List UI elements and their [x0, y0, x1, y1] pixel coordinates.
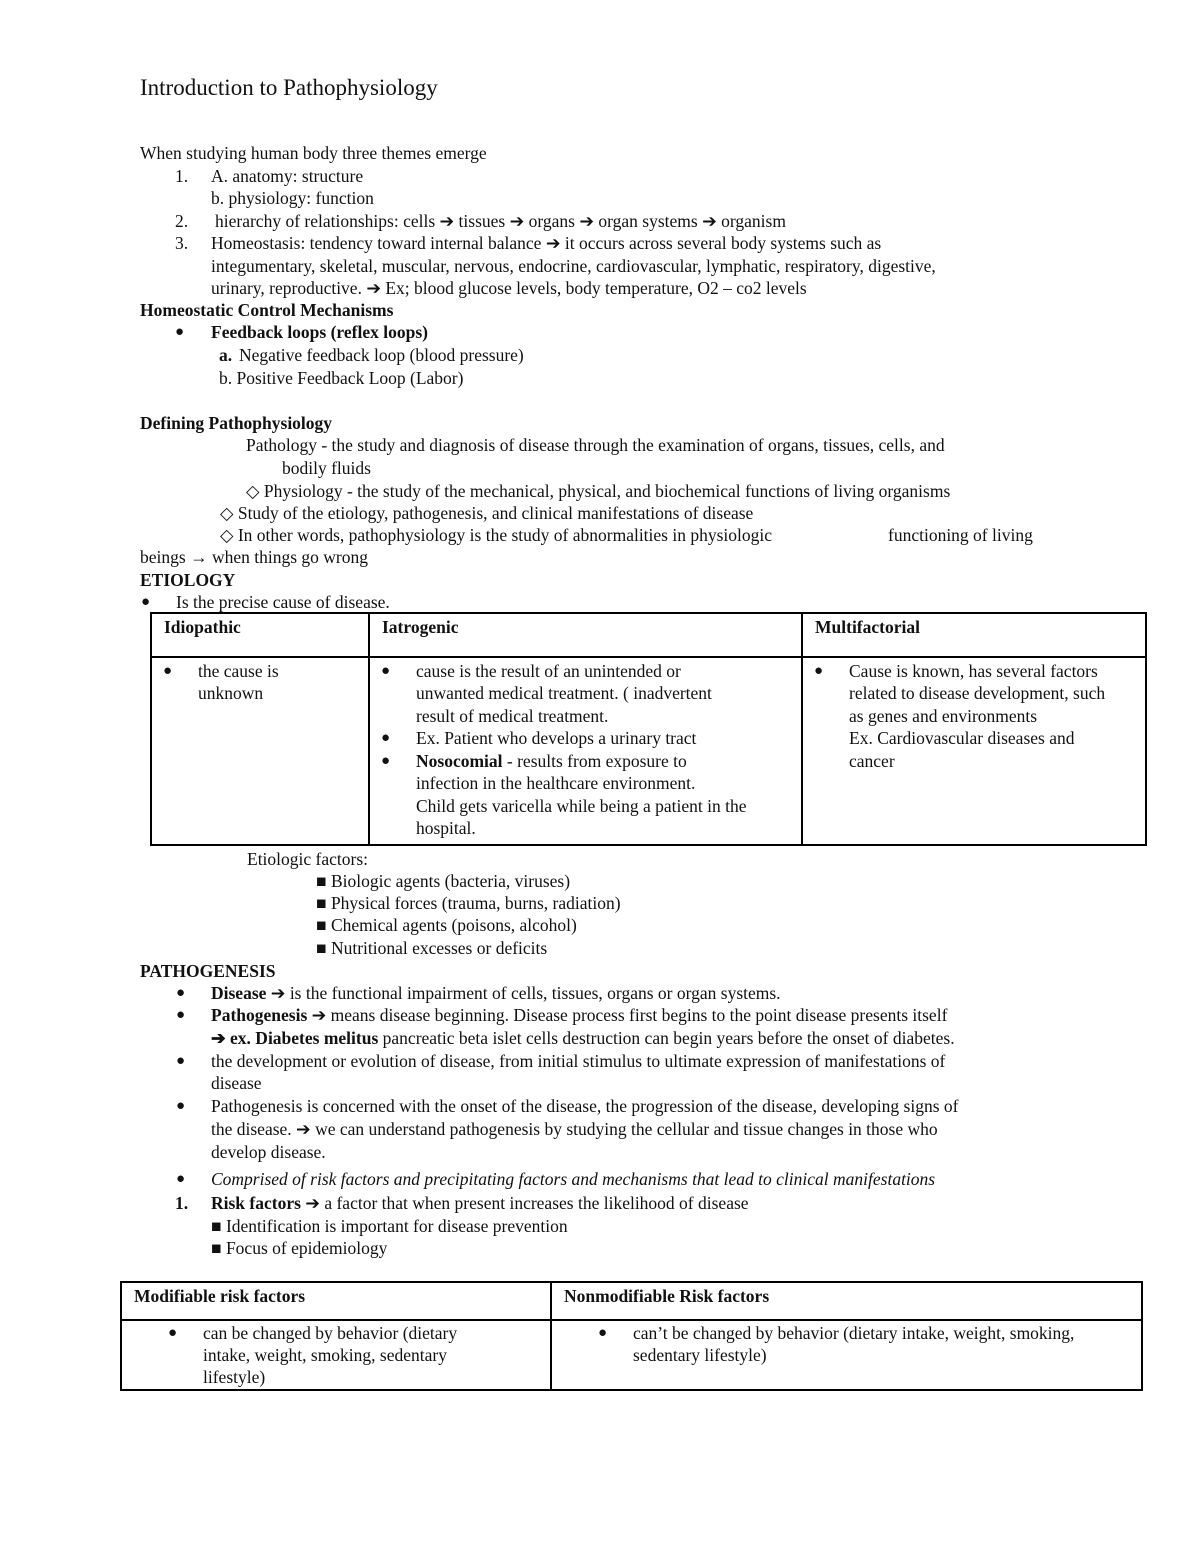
- page-title: Introduction to Pathophysiology: [140, 75, 438, 100]
- sub-item: b. Positive Feedback Loop (Labor): [219, 368, 464, 388]
- sub-letter: a.: [219, 345, 233, 365]
- bullet-icon: ●: [814, 663, 824, 679]
- bullet-text: disease: [211, 1073, 262, 1093]
- list-number: 1.: [175, 1193, 189, 1213]
- bullet-icon: ●: [175, 324, 185, 340]
- bullet-icon: ●: [381, 730, 391, 746]
- bullet-icon: ●: [176, 985, 186, 1001]
- definition-line: beings → when things go wrong: [140, 547, 368, 567]
- risk-sub-item: ■ Focus of epidemiology: [211, 1238, 388, 1258]
- cell-line: unknown: [198, 683, 264, 703]
- table-header-row: [121, 1282, 1142, 1320]
- definition-line: ◇ In other words, pathophysiology is the study of abnormalities in physiologic: [220, 525, 773, 545]
- factor-item: ■ Chemical agents (poisons, alcohol): [316, 915, 577, 935]
- bold-term: Disease: [211, 983, 267, 1003]
- table-cell: [552, 1321, 1141, 1389]
- section-heading: Defining Pathophysiology: [140, 413, 333, 433]
- bullet-text: Comprised of risk factors and precipitating factors and mechanisms that lead to clinical manifestations: [211, 1169, 936, 1189]
- factor-item: ■ Physical forces (trauma, burns, radiation): [316, 893, 621, 913]
- table-header: Idiopathic: [164, 617, 241, 637]
- table-cell: [370, 658, 801, 844]
- risk-sub-item: ■ Identification is important for disease prevention: [211, 1216, 568, 1236]
- bold-term: Nosocomial: [416, 751, 503, 771]
- section-heading: Homeostatic Control Mechanisms: [140, 300, 394, 320]
- list-item-continued: integumentary, skeletal, muscular, nervous, endocrine, cardiovascular, lymphatic, respiratory, digestive,: [211, 256, 936, 276]
- cell-line: unwanted medical treatment. ( inadvertent: [416, 683, 712, 703]
- etiology-table: [150, 612, 1147, 846]
- cell-line: can’t be changed by behavior (dietary intake, weight, smoking,: [633, 1323, 1075, 1343]
- bullet-text: [211, 982, 781, 1004]
- table-cell: [803, 658, 1145, 844]
- bullet-icon: ●: [163, 663, 173, 679]
- bullet-text: ➔ is the functional impairment of cells, tissues, organs or organ systems.: [266, 983, 781, 1003]
- cell-line: as genes and environments: [849, 706, 1038, 726]
- list-number: 1.: [175, 166, 189, 186]
- table-row: [121, 1320, 1142, 1390]
- bold-term: Risk factors: [211, 1193, 301, 1213]
- bullet-icon: ●: [141, 594, 151, 610]
- cell-line: lifestyle): [203, 1367, 266, 1387]
- definition-line: functioning of living: [888, 525, 1033, 545]
- table-header: Multifactorial: [815, 617, 920, 637]
- cell-line: the cause is: [198, 661, 279, 681]
- table-cell: [152, 658, 368, 844]
- list-number: 2.: [175, 211, 189, 231]
- factors-heading: Etiologic factors:: [247, 849, 369, 869]
- cell-line: [416, 750, 687, 773]
- cell-line: related to disease development, such: [849, 683, 1106, 703]
- factor-item: ■ Biologic agents (bacteria, viruses): [316, 871, 571, 891]
- bullet-text: [211, 1004, 947, 1026]
- definition-line: ◇ Physiology - the study of the mechanical, physical, and biochemical functions of living organisms: [246, 481, 951, 501]
- list-item: hierarchy of relationships: cells ➔ tissues ➔ organs ➔ organ systems ➔ organism: [215, 211, 786, 231]
- list-item: Homeostasis: tendency toward internal balance ➔ it occurs across several body systems such as: [211, 233, 882, 253]
- list-text: ➔ a factor that when present increases the likelihood of disease: [300, 1193, 749, 1213]
- bullet-text: [211, 1027, 955, 1049]
- definition-line: Pathology - the study and diagnosis of disease through the examination of organs, tissues, cells, and: [246, 435, 945, 455]
- bullet-text: ➔ means disease beginning. Disease process first begins to the point disease presents itself: [307, 1005, 948, 1025]
- factor-item: ■ Nutritional excesses or deficits: [316, 938, 548, 958]
- table-header: Iatrogenic: [382, 617, 459, 637]
- bullet-icon: ●: [176, 1098, 186, 1114]
- risk-factors-table: [120, 1281, 1143, 1391]
- section-heading: PATHOGENESIS: [140, 961, 276, 981]
- cell-text: - results from exposure to: [502, 751, 687, 771]
- bullet-text: Pathogenesis is concerned with the onset of the disease, the progression of the disease, developing signs of: [211, 1096, 959, 1116]
- bullet-icon: ●: [598, 1325, 608, 1341]
- intro-lead: When studying human body three themes emerge: [140, 143, 487, 163]
- list-item: A. anatomy: structure: [211, 166, 364, 186]
- bullet-icon: ●: [176, 1171, 186, 1187]
- cell-line: Child gets varicella while being a patient in the: [416, 796, 747, 816]
- bullet-text: Is the precise cause of disease.: [176, 592, 390, 612]
- list-number: 3.: [175, 233, 189, 253]
- bullet-text: Feedback loops (reflex loops): [211, 322, 428, 342]
- cell-line: result of medical treatment.: [416, 706, 609, 726]
- bullet-icon: ●: [381, 663, 391, 679]
- list-item: [211, 1192, 749, 1214]
- cell-line: intake, weight, smoking, sedentary: [203, 1345, 447, 1365]
- cell-line: infection in the healthcare environment.: [416, 773, 696, 793]
- bold-term: Pathogenesis: [211, 1005, 308, 1025]
- table-header-row: [151, 613, 1146, 657]
- cell-line: can be changed by behavior (dietary: [203, 1323, 458, 1343]
- table-header: Modifiable risk factors: [134, 1286, 306, 1306]
- cell-line: cause is the result of an unintended or: [416, 661, 681, 681]
- cell-line: Ex. Cardiovascular diseases and: [849, 728, 1075, 748]
- table-cell: [122, 1321, 550, 1389]
- bullet-icon: ●: [176, 1053, 186, 1069]
- cell-line: sedentary lifestyle): [633, 1345, 767, 1365]
- bullet-text: the disease. ➔ we can understand pathogenesis by studying the cellular and tissue changes in those who: [211, 1119, 938, 1139]
- table-header: Nonmodifiable Risk factors: [564, 1286, 770, 1306]
- bullet-icon: ●: [176, 1007, 186, 1023]
- cell-line: Cause is known, has several factors: [849, 661, 1098, 681]
- section-heading: ETIOLOGY: [140, 570, 236, 590]
- sub-item: Negative feedback loop (blood pressure): [239, 345, 524, 365]
- bullet-text: the development or evolution of disease, from initial stimulus to ultimate expression of manifestations of: [211, 1051, 946, 1071]
- bullet-icon: ●: [381, 753, 391, 769]
- definition-line: bodily fluids: [282, 458, 371, 478]
- table-row: [151, 657, 1146, 845]
- bullet-text: pancreatic beta islet cells destruction can begin years before the onset of diabetes.: [378, 1028, 955, 1048]
- list-item: b. physiology: function: [211, 188, 374, 208]
- cell-line: hospital.: [416, 818, 476, 838]
- cell-line: Ex. Patient who develops a urinary tract: [416, 728, 697, 748]
- definition-line: ◇ Study of the etiology, pathogenesis, and clinical manifestations of disease: [220, 503, 754, 523]
- cell-line: cancer: [849, 751, 895, 771]
- list-item-continued: urinary, reproductive. ➔ Ex; blood glucose levels, body temperature, O2 – co2 levels: [211, 278, 807, 298]
- bold-term: ➔ ex. Diabetes melitus: [211, 1028, 379, 1048]
- bullet-icon: ●: [168, 1325, 178, 1341]
- bullet-text: develop disease.: [211, 1142, 326, 1162]
